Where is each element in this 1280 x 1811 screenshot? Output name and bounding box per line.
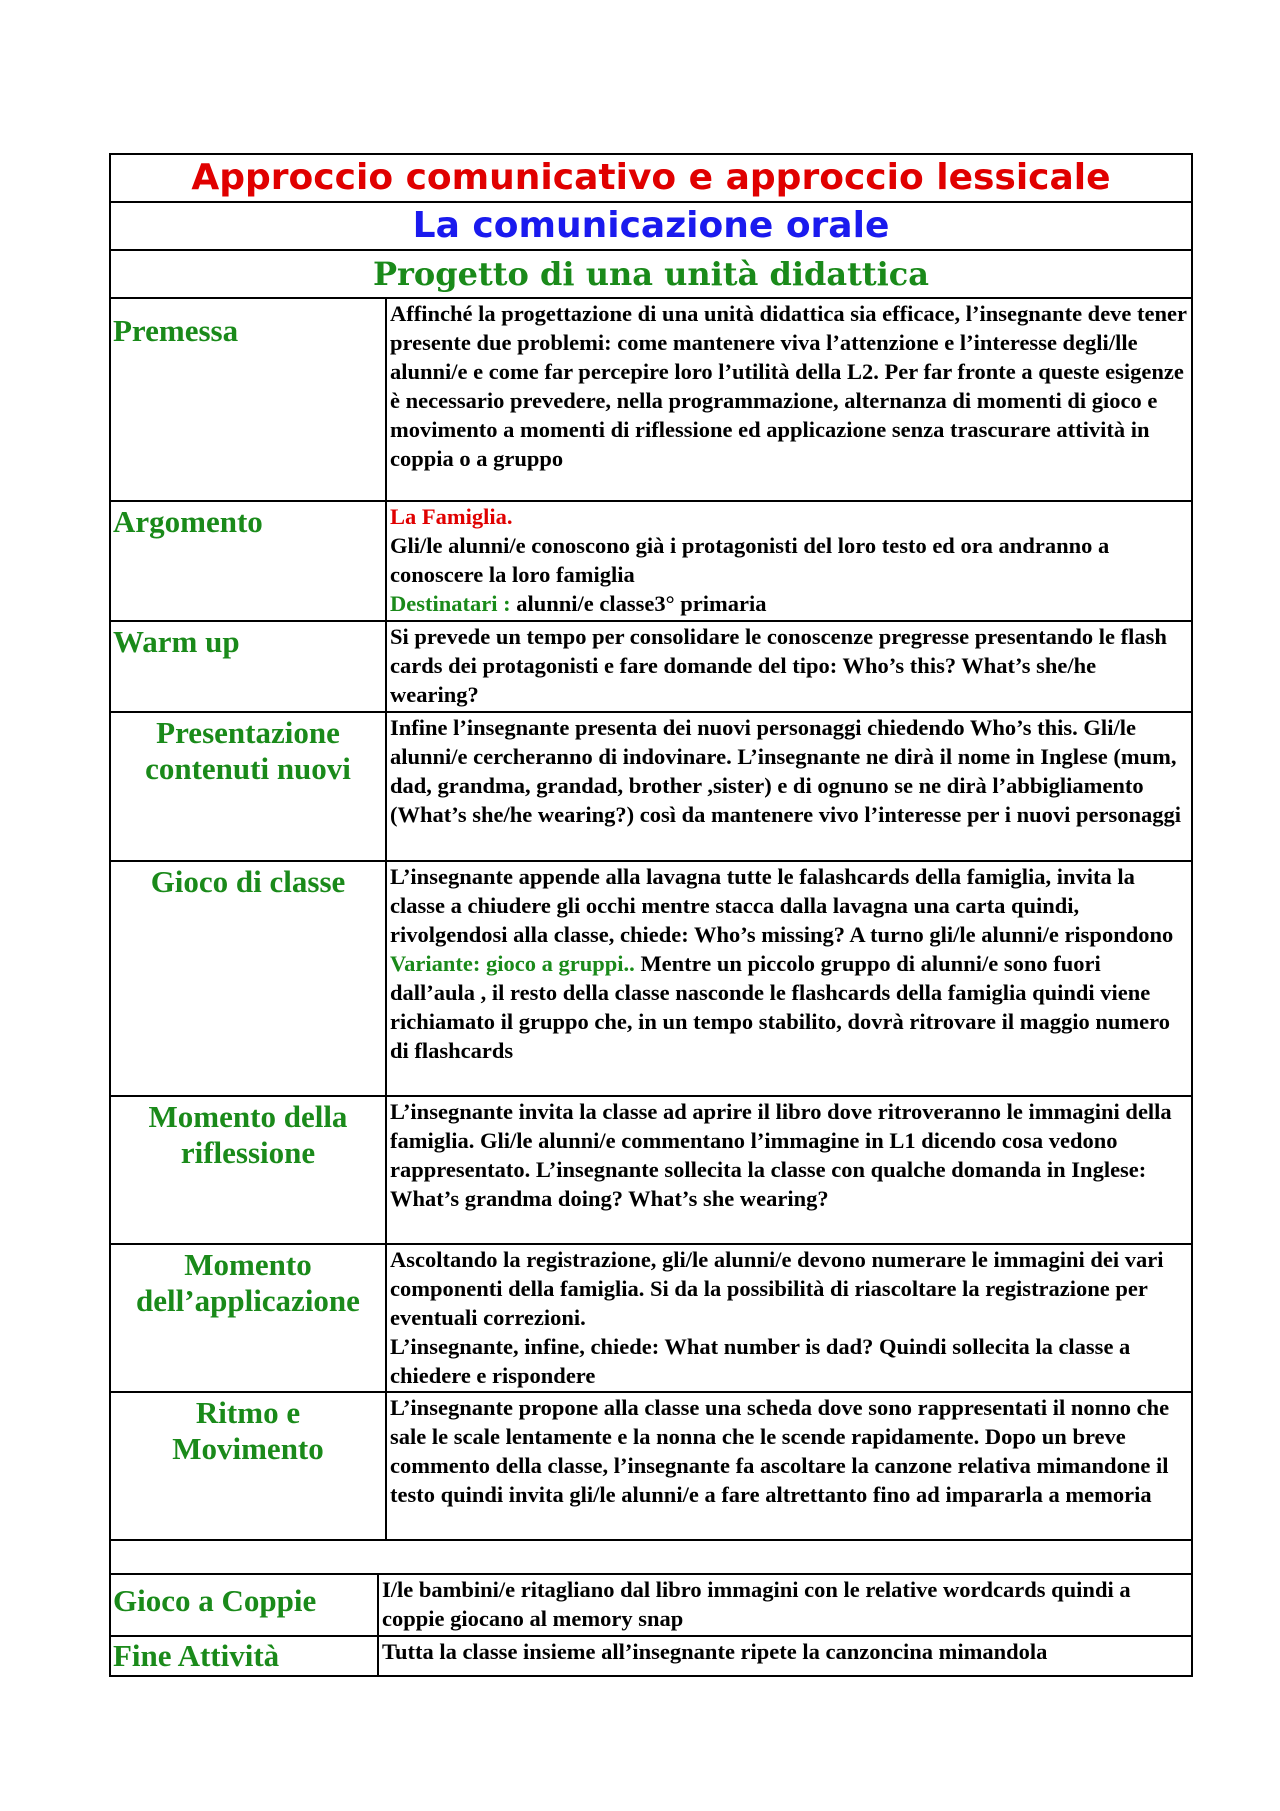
row-warmup [111,622,1191,713]
target-label: Destinatari : [390,591,511,616]
coppie-text: I/le bambini/e ritagliano dal libro immagini con le relative wordcards quindi a coppie giocano al memory snap [382,1577,1131,1631]
text-applicazione [387,1245,1191,1391]
argomento-topic: La Famiglia. [390,504,513,529]
presentazione-label-line1: Presentazione [156,715,340,750]
presentazione-text: Infine l’insegnante presenta dei nuovi personaggi chiedendo Who’s this. Gli/le alunni/e cercheranno di indovinare. L’insegnante ne dirà il nome in Inglese (mum, dad, grandma, grandad, brother ,sister) e di ognuno se ne dirà l’abbigliamento (What’s she/he wearing?) così da mantenere vivo l’interesse per i nuovi personaggi [390,715,1182,827]
section-title: Progetto di una unità didattica [111,251,1191,299]
applicazione-label-line1: Momento [184,1247,312,1282]
empty-spacer-row [111,1541,1191,1575]
label-premessa: Premessa [111,299,387,500]
label-ritmo [111,1393,387,1539]
variant-label: Variante: gioco a gruppi.. [390,951,635,976]
text-warmup [387,622,1191,711]
warmup-text: Si prevede un tempo per consolidare le conoscenze pregresse presentando le flash cards dei protagonisti e fare domande del tipo: Who’s this? What’s she/he wearing? [390,624,1167,707]
label-gioco-classe: Gioco di classe [111,862,387,1095]
presentazione-label-line2: contenuti nuovi [145,751,351,786]
row-gioco-coppie [111,1575,1191,1637]
label-fine-attivita: Fine Attività [111,1637,379,1675]
text-fine-attivita [379,1637,1191,1675]
label-applicazione [111,1245,387,1391]
riflessione-label-line2: riflessione [180,1135,316,1170]
document-title: Approccio comunicativo e approccio lessicale [111,155,1191,203]
label-riflessione [111,1097,387,1243]
row-fine-attivita [111,1637,1191,1675]
row-ritmo [111,1393,1191,1541]
text-riflessione [387,1097,1191,1243]
text-gioco-classe [387,862,1191,1095]
row-riflessione [111,1097,1191,1245]
label-warmup: Warm up [111,622,387,711]
label-gioco-coppie: Gioco a Coppie [111,1575,379,1635]
ritmo-label-line2: Movimento [172,1431,324,1466]
riflessione-text: L’insegnante invita la classe ad aprire il libro dove ritroveranno le immagini della famiglia. Gli/le alunni/e commentano l’immagine in L1 dicendo cosa vedono rappresentato. L’insegnante sollecita la classe con qualche domanda in Inglese: What’s grandma doing? What’s she wearing? [390,1099,1172,1211]
applicazione-label-line2: dell’applicazione [136,1283,360,1318]
variant-text: Mentre un piccolo gruppo di alunni/e sono fuori dall’aula , il resto della classe nasconde le flashcards della famiglia quindi viene richiamato il gruppo che, in un tempo stabilito, dovrà ritrovare il maggio numero di flashcards [390,951,1170,1063]
text-presentazione [387,713,1191,860]
text-ritmo [387,1393,1191,1539]
text-gioco-coppie [379,1575,1191,1635]
row-gioco-classe [111,862,1191,1097]
applicazione-text: Ascoltando la registrazione, gli/le alunni/e devono numerare le immagini dei vari componenti della famiglia. Si da la possibilità di riascoltare la registrazione per eventuali correzioni. [390,1247,1164,1330]
row-presentazione [111,713,1191,862]
gioco-classe-variant [390,949,1189,1065]
argomento-target [390,589,1189,618]
premessa-text: Affinché la progettazione di una unità didattica sia efficace, l’insegnante deve tener presente due problemi: come mantenere viva l’attenzione e l’interesse degli/lle alunni/e e come far percepire loro l’utilità della L2. Per far fronte a queste esigenze è necessario prevedere, nella programmazione, alternanza di momenti di gioco e movimento a momenti di riflessione ed applicazione senza trascurare attività in coppia o a gruppo [390,301,1187,471]
fine-text: Tutta la classe insieme all’insegnante ripete la canzoncina mimandola [382,1639,1048,1664]
applicazione-text-2: L’insegnante, infine, chiede: What number is dad? Quindi sollecita la classe a chiedere e rispondere [390,1334,1131,1388]
gioco-classe-text: L’insegnante appende alla lavagna tutte le falashcards della famiglia, invita la classe a chiudere gli occhi mentre stacca dalla lavagna una carta quindi, rivolgendosi alla classe, chiede: Who’s missing? A turno gli/le alunni/e rispondono [390,864,1174,947]
label-presentazione [111,713,387,860]
text-premessa [387,299,1191,500]
row-applicazione [111,1245,1191,1393]
label-argomento: Argomento [111,502,387,620]
row-argomento [111,502,1191,622]
target-text: alunni/e classe3° primaria [510,591,767,616]
document-subtitle: La comunicazione orale [111,203,1191,251]
ritmo-label-line1: Ritmo e [195,1395,301,1430]
lesson-plan-table [109,153,1193,1677]
ritmo-text: L’insegnante propone alla classe una scheda dove sono rappresentati il nonno che sale le scale lentamente e la nonna che le scende rapidamente. Dopo un breve commento della classe, l’insegnante fa ascoltare la canzone relativa mimandone il testo quindi invita gli/le alunni/e a fare altrettanto fino ad impararla a memoria [390,1395,1170,1507]
riflessione-label-line1: Momento della [148,1099,348,1134]
text-argomento [387,502,1191,620]
argomento-text: Gli/le alunni/e conoscono già i protagonisti del loro testo ed ora andranno a conoscere la loro famiglia [390,533,1110,587]
row-premessa [111,299,1191,502]
